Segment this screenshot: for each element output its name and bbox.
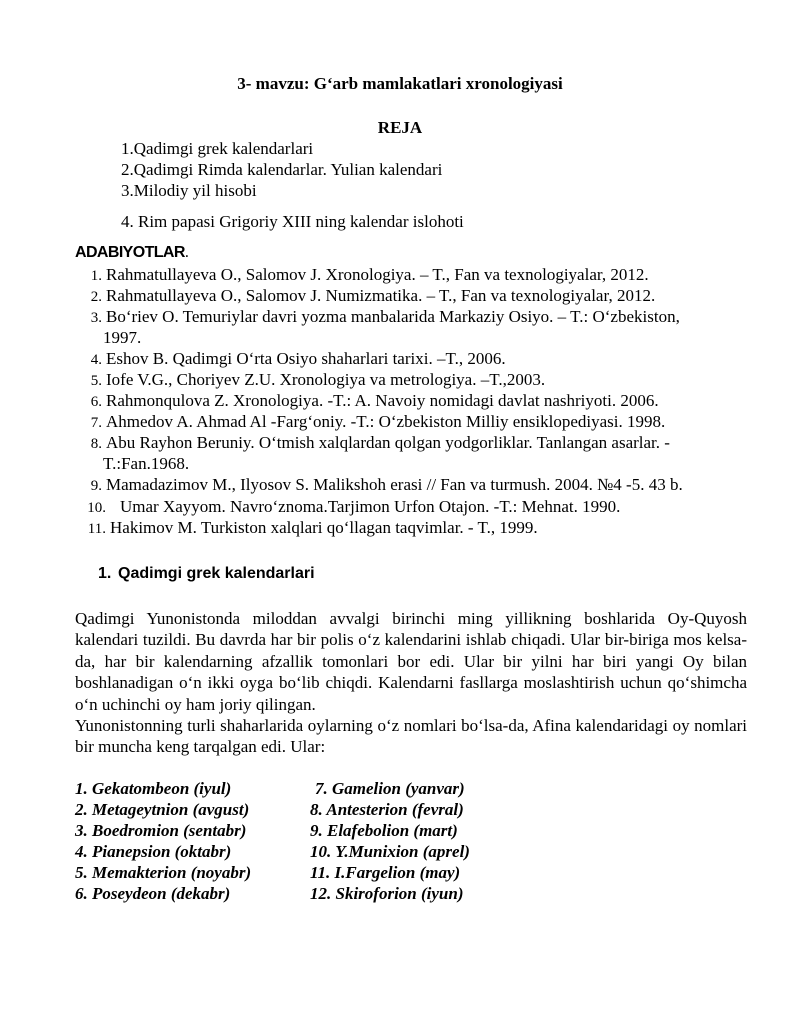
reference-item — [76, 265, 649, 285]
reference-number: 4. — [90, 352, 102, 368]
month-item: 4. Pianepsion (oktabr) — [75, 842, 232, 861]
plan-item: 4. Rim papasi Grigoriy XIII ning kalendar islohoti — [121, 212, 464, 231]
reference-item — [76, 433, 670, 453]
document-title: 3- mavzu: G‘arb mamlakatlari xronologiyasi — [237, 74, 563, 93]
month-item: 11. I.Fargelion (may) — [310, 863, 461, 882]
plan-item: 1.Qadimgi grek kalendarlari — [121, 139, 314, 158]
month-item: 2. Metageytnion (avgust) — [75, 800, 250, 819]
reference-text: Bo‘riev O. Temuriylar davri yozma manbalarida Markaziy Osiyo. – T.: O‘zbekiston, — [106, 307, 680, 326]
reference-text: Rahmatullayeva O., Salomov J. Xronologiya. – T., Fan va texnologiyalar, 2012. — [106, 265, 649, 284]
month-item: 6. Poseydeon (dekabr) — [75, 884, 231, 903]
reference-item — [76, 391, 659, 411]
reference-item — [76, 518, 538, 538]
reference-text: Ahmedov A. Ahmad Al -Farg‘oniy. -T.: O‘zbekiston Milliy ensiklopediyasi. 1998. — [106, 412, 666, 431]
reference-item — [76, 370, 545, 390]
section-heading — [98, 565, 315, 583]
reference-continuation: T.:Fan.1968. — [103, 454, 190, 473]
body-paragraph: Qadimgi Yunonistonda miloddan avvalgi birinchi ming yillikning boshlarida Oy-Quyosh kalendari tuzildi. Bu davrda har bir polis o‘z kalendarini ishlab chiqadi. Ular bir-biriga mos kelsa-da, har bir kalendarning afzallik tomonlari bor edi. Ular bir yilni har biri yangi Oy bilan boshlanadigan o‘n ikki oyga bo‘lib chiqdi. Kalendarni fasllarga moslashtirish uchun qo‘shimcha o‘n uchinchi oy ham joriy qilingan. — [75, 609, 747, 714]
month-item: 10. Y.Munixion (aprel) — [310, 842, 470, 861]
reference-item — [76, 286, 655, 306]
references-heading-period: . — [184, 244, 189, 261]
references-heading — [75, 244, 188, 262]
reference-number: 11. — [87, 521, 106, 537]
reference-item — [76, 475, 683, 495]
reference-text: Iofe V.G., Choriyev Z.U. Xronologiya va metrologiya. –T.,2003. — [106, 370, 546, 389]
month-item: 5. Memakterion (noyabr) — [75, 863, 252, 882]
reference-number: 3. — [90, 310, 102, 326]
reference-item — [76, 349, 506, 369]
month-item: 8. Antesterion (fevral) — [310, 800, 464, 819]
body-paragraph: Yunonistonning turli shaharlarida oylarning o‘z nomlari bo‘lsa-da, Afina kalendaridagi oy nomlari bir muncha keng tarqalgan edi. Ular: — [75, 716, 747, 757]
reference-number: 9. — [90, 478, 102, 494]
references-heading-text: ADABIYOTLAR — [75, 244, 185, 261]
reference-number: 2. — [90, 289, 102, 305]
plan-heading: REJA — [377, 118, 423, 137]
reference-text: Eshov B. Qadimgi O‘rta Osiyo shaharlari tarixi. –T., 2006. — [106, 349, 506, 368]
plan-item: 2.Qadimgi Rimda kalendarlar. Yulian kalendari — [121, 160, 443, 179]
reference-item — [76, 307, 680, 327]
section-number: 1. — [98, 565, 112, 582]
month-item: 3. Boedromion (sentabr) — [75, 821, 247, 840]
month-item: 12. Skiroforion (iyun) — [310, 884, 464, 903]
reference-text: Rahmatullayeva O., Salomov J. Numizmatika. – T., Fan va texnologiyalar, 2012. — [106, 286, 656, 305]
reference-number: 1. — [90, 268, 102, 284]
reference-number: 5. — [90, 373, 102, 389]
month-item: 1. Gekatombeon (iyul) — [75, 779, 232, 798]
month-item: 9. Elafebolion (mart) — [310, 821, 458, 840]
section-title: Qadimgi grek kalendarlari — [118, 565, 315, 582]
reference-text: Mamadazimov M., Ilyosov S. Malikshoh erasi // Fan va turmush. 2004. №4 -5. 43 b. — [106, 475, 683, 494]
reference-item — [76, 497, 620, 517]
reference-continuation: 1997. — [103, 328, 142, 347]
reference-number: 7. — [90, 415, 102, 431]
month-item: 7. Gamelion (yanvar) — [315, 779, 465, 798]
reference-text: Abu Rayhon Beruniy. O‘tmish xalqlardan qolgan yodgorliklar. Tanlangan asarlar. - — [106, 433, 670, 452]
reference-text: Umar Xayyom. Navro‘znoma.Tarjimon Urfon Otajon. -T.: Mehnat. 1990. — [120, 497, 621, 516]
reference-text: Rahmonqulova Z. Xronologiya. -T.: A. Navoiy nomidagi davlat nashriyoti. 2006. — [106, 391, 659, 410]
reference-text: Hakimov M. Turkiston xalqlari qo‘llagan taqvimlar. - T., 1999. — [110, 518, 538, 537]
plan-item: 3.Milodiy yil hisobi — [121, 181, 257, 200]
reference-item — [76, 412, 665, 432]
reference-number: 10. — [87, 500, 106, 516]
reference-number: 8. — [90, 436, 102, 452]
reference-number: 6. — [90, 394, 102, 410]
